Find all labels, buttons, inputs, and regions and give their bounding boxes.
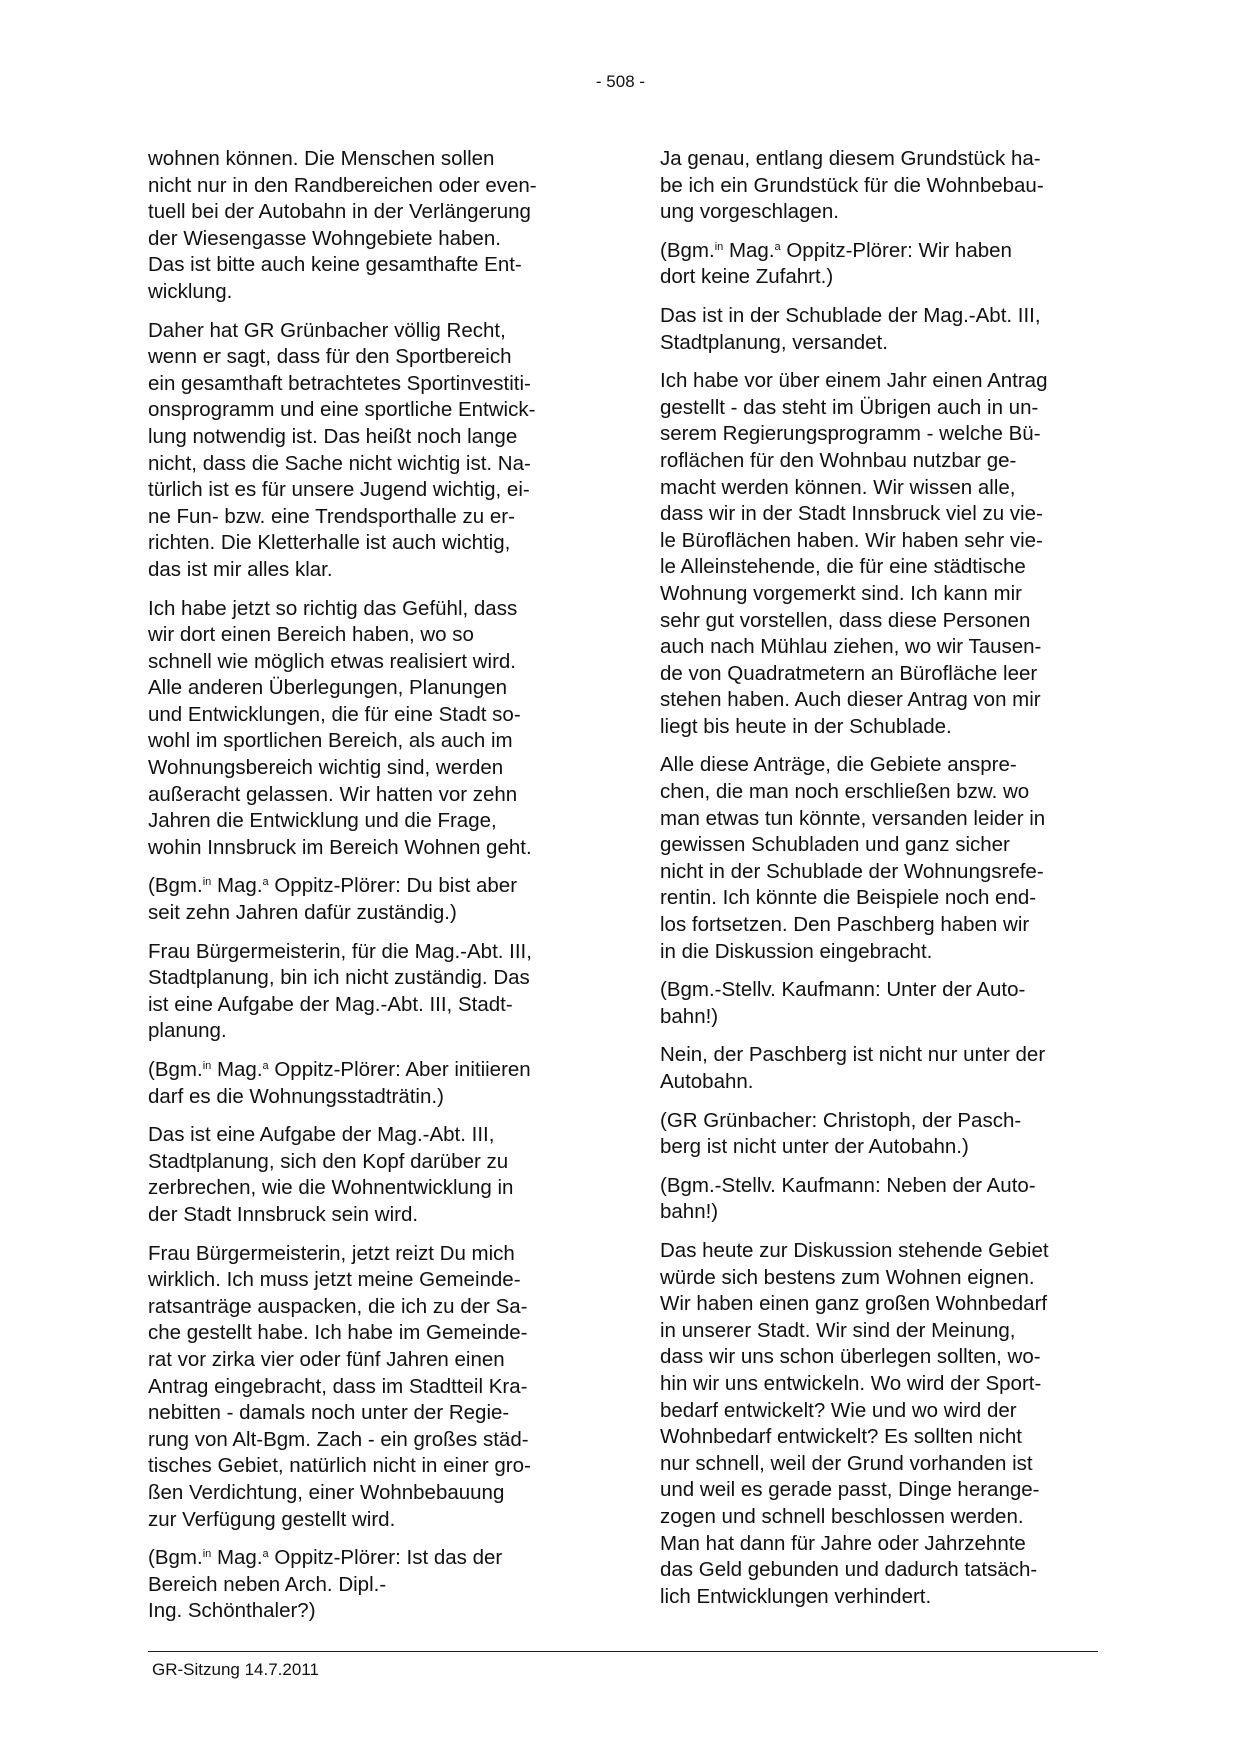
text-paragraph: (GR Grünbacher: Christoph, der Pasch- berg ist nicht unter der Autobahn.) <box>660 1108 1022 1159</box>
interjection-text: Oppitz-Plörer: Du bist aber seit zehn Jahren dafür zuständig.) <box>148 874 518 925</box>
footer-session-date: GR-Sitzung 14.7.2011 <box>152 1660 319 1679</box>
text-paragraph: Das ist in der Schublade der Mag.-Abt. III, Stadtplanung, versandet. <box>660 303 1041 354</box>
interjection-paragraph <box>660 238 1102 291</box>
text-paragraph: Ich habe vor über einem Jahr einen Antrag gestellt - das steht im Übrigen auch in un- serem Regierungsprogramm - welche Bü- roflächen für den Wohnbau nutzbar ge- macht werden können. Wir wissen alle, dass wir in der Stadt Innsbruck viel zu vie- le Büroflächen haben. Wir haben sehr vie- le Alleinstehende, die für eine städtische Wohnung vorgemerkt sind. Ich kann mir sehr gut vorstellen, dass diese Personen auch nach Mühlau ziehen, wo wir Tausen- de von Quadratmetern an Bürofläche leer stehen haben. Auch dieser Antrag von mir liegt bis heute in der Schublade. <box>660 369 1048 738</box>
interjection-prefix: (Bgm. <box>148 1058 203 1081</box>
superscript-marker: in <box>714 240 724 253</box>
interjection-prefix: (Bgm. <box>148 1546 203 1570</box>
interjection-paragraph <box>148 1545 590 1625</box>
page-number: - 508 - <box>595 72 646 91</box>
superscript-marker: a <box>262 876 269 889</box>
text-paragraph: Daher hat GR Grünbacher völlig Recht, wenn er sagt, dass für den Sportbereich ein gesamthaft betrachtetes Sportinvestiti- onsprogramm und eine sportliche Entwick- lung notwendig ist. Das heißt noch lange nicht, dass die Sache nicht wichtig ist. Na- türlich ist es für unsere Jugend wichtig, ei- ne Fun- bzw. eine Trendsporthalle zu er- richten. Die Kletterhalle ist auch wichtig, das ist mir alles klar. <box>148 318 536 581</box>
text-paragraph: (Bgm.-Stellv. Kaufmann: Neben der Auto- bahn!) <box>660 1173 1036 1224</box>
superscript-marker: a <box>774 240 781 253</box>
text-paragraph: Frau Bürgermeisterin, für die Mag.-Abt. III, Stadtplanung, bin ich nicht zuständig. Das ist eine Aufgabe der Mag.-Abt. III, Stadt- planung. <box>148 939 532 1043</box>
interjection-prefix: (Bgm. <box>660 238 715 262</box>
text-paragraph: (Bgm.-Stellv. Kaufmann: Unter der Auto- bahn!) <box>660 978 1026 1028</box>
superscript-marker: in <box>202 876 212 889</box>
interjection-paragraph <box>148 1057 590 1110</box>
superscript-marker: a <box>262 1548 269 1561</box>
footer-divider <box>148 1651 1098 1652</box>
text-paragraph: Das ist eine Aufgabe der Mag.-Abt. III, Stadtplanung, sich den Kopf darüber zu zerbrechen, wie die Wohnentwicklung in der Stadt Innsbruck sein wird. <box>148 1123 514 1226</box>
interjection-title: Mag. <box>211 1058 263 1081</box>
text-paragraph: Alle diese Anträge, die Gebiete anspre- chen, die man noch erschließen bzw. wo man etwas tun könnte, versanden leider in gewissen Schubladen und ganz sicher nicht in der Schublade der Wohnungsrefe- rentin. Ich könnte die Beispiele noch end- los fortsetzen. Den Paschberg haben wir in die Diskussion eingebracht. <box>660 753 1046 963</box>
interjection-title: Mag. <box>211 1546 263 1570</box>
interjection-title: Mag. <box>723 238 775 262</box>
interjection-title: Mag. <box>211 874 263 898</box>
left-column <box>148 146 590 1637</box>
superscript-marker: in <box>202 1548 212 1561</box>
interjection-prefix: (Bgm. <box>148 874 203 898</box>
text-paragraph: wohnen können. Die Menschen sollen nicht nur in den Randbereichen oder even- tuell bei der Autobahn in der Verlängerung der Wiesengasse Wohngebiete haben. Das ist bitte auch keine gesamthafte Ent- wicklung. <box>148 147 537 303</box>
interjection-text: Oppitz-Plörer: Aber initiieren darf es die Wohnungsstadträtin.) <box>148 1058 531 1108</box>
superscript-marker: a <box>262 1060 269 1072</box>
superscript-marker: in <box>202 1060 212 1072</box>
right-column <box>660 146 1102 1622</box>
interjection-paragraph <box>148 873 590 926</box>
text-paragraph: Ja genau, entlang diesem Grundstück ha- be ich ein Grundstück für die Wohnbebau- ung vorgeschlagen. <box>660 147 1044 224</box>
interjection-text: Oppitz-Plörer: Ist das der Bereich neben Arch. Dipl.- Ing. Schönthaler?) <box>148 1546 503 1623</box>
text-paragraph: Nein, der Paschberg ist nicht nur unter der Autobahn. <box>660 1043 1046 1093</box>
text-paragraph: Ich habe jetzt so richtig das Gefühl, dass wir dort einen Bereich haben, wo so schnell wie möglich etwas realisiert wird. Alle anderen Überlegungen, Planungen und Entwicklungen, die für eine Stadt so- wohl im sportlichen Bereich, als auch im Wohnungsbereich wichtig sind, werden außeracht gelassen. Wir hatten vor zehn Jahren die Entwicklung und die Frage, wohin Innsbruck im Bereich Wohnen geht. <box>148 596 532 859</box>
text-paragraph: Frau Bürgermeisterin, jetzt reizt Du mich wirklich. Ich muss jetzt meine Gemeinde- ratsanträge auspacken, die ich zu der Sa- che gestellt habe. Ich habe im Gemeinde- rat vor zirka vier oder fünf Jahren einen Antrag eingebracht, dass im Stadtteil Kra- nebitten - damals noch unter der Regie- rung von Alt-Bgm. Zach - ein großes städ- tisches Gebiet, natürlich nicht in einer gro- ßen Verdichtung, einer Wohnbebauung zur Verfügung gestellt wird. <box>148 1241 531 1531</box>
interjection-text: Oppitz-Plörer: Wir haben dort keine Zufahrt.) <box>660 238 1012 289</box>
text-paragraph: Das heute zur Diskussion stehende Gebiet würde sich bestens zum Wohnen eignen. Wir haben einen ganz großen Wohnbedarf in unserer Stadt. Wir sind der Meinung, dass wir uns schon überlegen sollten, wo- hin wir uns entwickeln. Wo wird der Sport- bedarf entwickelt? Wie und wo wird der Wohnbedarf entwickelt? Es sollten nicht nur schnell, weil der Grund vorhanden ist und weil es gerade passt, Dinge herange- zogen und schnell beschlossen werden. Man hat dann für Jahre oder Jahrzehnte das Geld gebunden und dadurch tatsäch- lich Entwicklungen verhindert. <box>660 1238 1049 1608</box>
